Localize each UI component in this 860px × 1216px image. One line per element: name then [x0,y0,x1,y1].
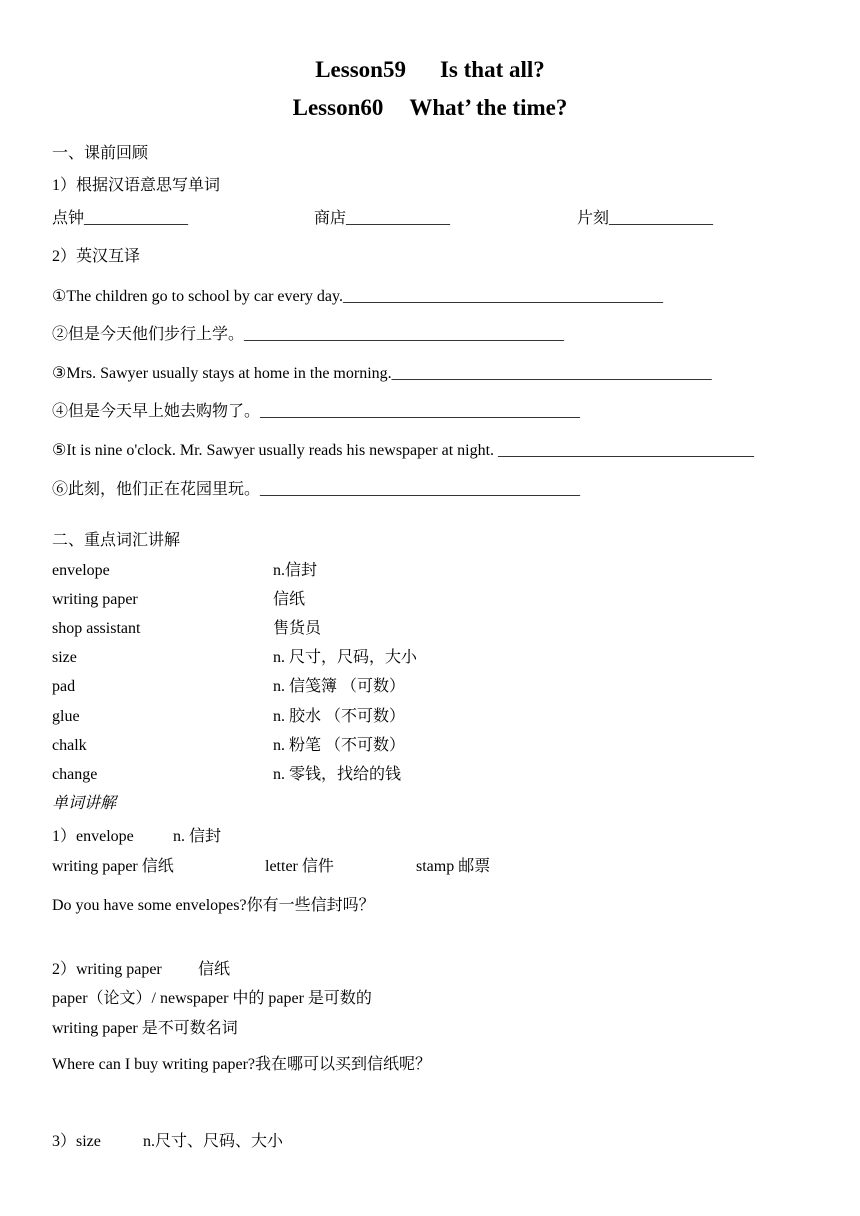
part-1-heading: 1）根据汉语意思写单词 [52,177,221,194]
fill-word-3: 片刻_____________ [577,210,714,227]
vocab-meaning: n. 粉笔 （不可数） [273,737,406,754]
title-line-1 [0,58,860,81]
explain-2-meaning: 信纸 [198,961,231,978]
related-word: writing paper 信纸 [52,858,174,875]
fill-word-2: 商店_____________ [314,210,451,227]
translation-sentence: ⑥此刻，他们正在花园里玩。________________________________________ [52,481,581,498]
vocab-meaning: n. 胶水 （不可数） [273,708,406,725]
related-word: stamp 邮票 [416,858,491,875]
vocab-word: writing paper [52,591,138,608]
title-lesson-60: Lesson60 [292,95,384,120]
translation-sentence: ①The children go to school by car every day.________________________________________ [52,288,663,305]
part-2-heading: 2）英汉互译 [52,248,141,265]
explain-3-word: 3）size [52,1133,101,1150]
title-lesson-59: Lesson59 [315,57,406,82]
vocab-word: glue [52,708,80,725]
explain-heading: 单词讲解 [52,795,117,812]
vocab-meaning: n. 信笺簿 （可数） [273,678,406,695]
vocab-word: chalk [52,737,87,754]
vocab-meaning: n.信封 [273,562,318,579]
vocab-word: envelope [52,562,110,579]
explain-1-word: 1）envelope [52,828,134,845]
fill-word-1: 点钟_____________ [52,210,189,227]
example-sentence: Where can I buy writing paper?我在哪可以买到信纸呢？ [52,1056,432,1073]
translation-sentence: ④但是今天早上她去购物了。________________________________________ [52,403,581,420]
example-sentence: Do you have some envelopes?你有一些信封吗？ [52,897,375,914]
vocab-meaning: n. 尺寸，尺码，大小 [273,649,418,666]
vocab-meaning: 信纸 [273,591,306,608]
vocab-word: change [52,766,98,783]
title-line-2 [0,96,860,119]
related-word: letter 信件 [265,858,334,875]
explain-2-note: paper（论文）/ newspaper 中的 paper 是可数的 [52,990,372,1007]
section-2-heading: 二、重点词汇讲解 [52,532,181,549]
explain-3-meaning: n.尺寸、尺码、大小 [143,1133,284,1150]
explain-1-meaning: n. 信封 [173,828,222,845]
explain-2-word: 2）writing paper [52,961,162,978]
vocab-meaning: 售货员 [273,620,322,637]
translation-sentence: ③Mrs. Sawyer usually stays at home in the morning.________________________________________ [52,365,712,382]
translation-sentence: ⑤It is nine o'clock. Mr. Sawyer usually reads his newspaper at night. ________________________________ [52,442,755,459]
title-text-60: What’ the time? [409,95,568,120]
section-1-heading: 一、课前回顾 [52,145,149,162]
title-text-59: Is that all? [439,57,545,82]
vocab-word: size [52,649,77,666]
vocab-word: pad [52,678,76,695]
explain-2-note: writing paper 是不可数名词 [52,1020,238,1037]
vocab-word: shop assistant [52,620,141,637]
vocab-meaning: n. 零钱，找给的钱 [273,766,402,783]
translation-sentence: ②但是今天他们步行上学。________________________________________ [52,326,565,343]
